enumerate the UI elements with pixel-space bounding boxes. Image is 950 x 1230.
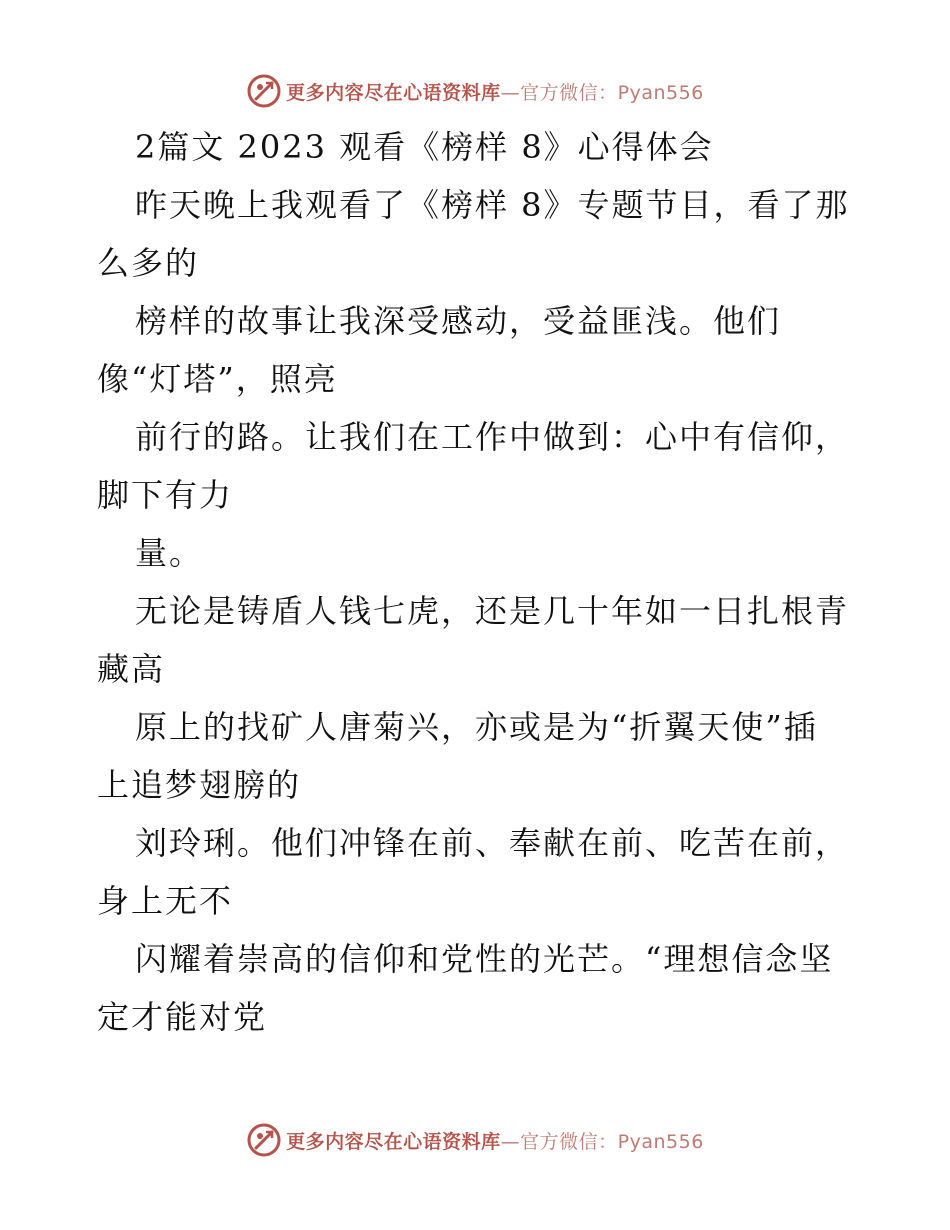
- document-line: 像“灯塔”，照亮: [97, 360, 338, 398]
- watermark-main-text: 更多内容尽在心语资料库: [286, 1130, 501, 1153]
- watermark-main-text: 更多内容尽在心语资料库: [286, 81, 501, 104]
- document-line: 原上的找矿人唐菊兴，亦或是为“折翼天使”插: [135, 708, 818, 746]
- watermark-header: [0, 71, 950, 111]
- document-line: 上追梦翅膀的: [97, 766, 302, 804]
- document-line: 闪耀着崇高的信仰和党性的光芒。“理想信念坚: [135, 940, 834, 978]
- watermark-separator: —: [500, 81, 521, 104]
- document-line: 脚下有力: [97, 476, 234, 514]
- watermark-logo-icon: [246, 1122, 282, 1158]
- watermark-wechat-text: 官方微信：Pyan556: [520, 1130, 704, 1153]
- document-line: 无论是铸盾人钱七虎，还是几十年如一日扎根青: [135, 592, 850, 630]
- document-line: 昨天晚上我观看了《榜样 8》专题节目，看了那: [135, 186, 850, 224]
- document-line: 前行的路。让我们在工作中做到：心中有信仰，: [135, 418, 850, 456]
- watermark-wechat-text: 官方微信：Pyan556: [520, 81, 704, 104]
- document-line: 2篇文 2023 观看《榜样 8》心得体会: [135, 128, 714, 166]
- watermark-logo-icon: [246, 73, 282, 109]
- watermark-text: [286, 1127, 704, 1154]
- document-line: 刘玲琍。他们冲锋在前、奉献在前、吃苦在前，: [135, 824, 850, 862]
- document-line: 榜样的故事让我深受感动，受益匪浅。他们: [135, 302, 782, 340]
- watermark-text: [286, 78, 704, 105]
- document-line: 身上无不: [97, 882, 234, 920]
- watermark-footer: [0, 1120, 950, 1160]
- document-line: 么多的: [97, 244, 200, 282]
- document-line: 藏高: [97, 650, 166, 688]
- document-line: 定才能对党: [97, 998, 268, 1036]
- document-line: 量。: [135, 534, 204, 572]
- watermark-separator: —: [500, 1130, 521, 1153]
- document-body: [97, 118, 857, 1046]
